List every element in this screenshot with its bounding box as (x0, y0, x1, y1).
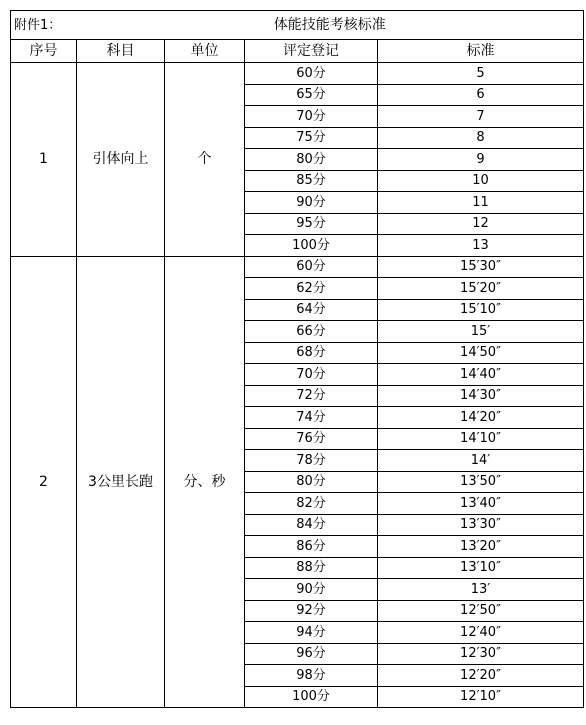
standard-cell: 15′30″ (378, 256, 584, 278)
standard-cell: 15′20″ (378, 278, 584, 300)
grade-cell: 74分 (245, 407, 378, 429)
table-row (11, 256, 584, 278)
standard-cell: 10 (378, 170, 584, 192)
grade-cell: 70分 (245, 364, 378, 386)
grade-cell: 62分 (245, 278, 378, 300)
header-unit: 单位 (165, 40, 245, 63)
grade-cell: 80分 (245, 471, 378, 493)
grade-cell: 75分 (245, 127, 378, 149)
standard-cell: 12′20″ (378, 665, 584, 687)
table-body (11, 11, 584, 708)
standard-cell: 13′20″ (378, 536, 584, 558)
section-number: 1 (11, 63, 77, 257)
grade-cell: 100分 (245, 686, 378, 708)
standard-cell: 13 (378, 235, 584, 257)
standard-cell: 14′50″ (378, 342, 584, 364)
grade-cell: 95分 (245, 213, 378, 235)
header-no: 序号 (11, 40, 77, 63)
standard-cell: 13′50″ (378, 471, 584, 493)
grade-cell: 85分 (245, 170, 378, 192)
standard-cell: 12′50″ (378, 600, 584, 622)
standard-cell: 12 (378, 213, 584, 235)
table-row (11, 63, 584, 85)
section-subject: 3公里长跑 (77, 256, 165, 708)
grade-cell: 96分 (245, 643, 378, 665)
grade-cell: 90分 (245, 579, 378, 601)
grade-cell: 98分 (245, 665, 378, 687)
standard-cell: 13′40″ (378, 493, 584, 515)
standard-cell: 13′30″ (378, 514, 584, 536)
header-subject: 科目 (77, 40, 165, 63)
grade-cell: 72分 (245, 385, 378, 407)
standard-cell: 8 (378, 127, 584, 149)
standard-cell: 9 (378, 149, 584, 171)
standards-table (10, 10, 584, 708)
grade-cell: 94分 (245, 622, 378, 644)
standard-cell: 14′40″ (378, 364, 584, 386)
standard-cell: 14′ (378, 450, 584, 472)
standard-cell: 12′40″ (378, 622, 584, 644)
header-grade: 评定登记 (245, 40, 378, 63)
standard-cell: 13′ (378, 579, 584, 601)
grade-cell: 70分 (245, 106, 378, 128)
standard-cell: 15′10″ (378, 299, 584, 321)
standard-cell: 15′ (378, 321, 584, 343)
attachment-label: 附件1： (11, 11, 77, 40)
section-number: 2 (11, 256, 77, 708)
grade-cell: 84分 (245, 514, 378, 536)
standard-cell: 12′30″ (378, 643, 584, 665)
standard-cell: 7 (378, 106, 584, 128)
table-title: 体能技能考核标准 (77, 11, 584, 40)
grade-cell: 100分 (245, 235, 378, 257)
grade-cell: 66分 (245, 321, 378, 343)
grade-cell: 76分 (245, 428, 378, 450)
standard-cell: 5 (378, 63, 584, 85)
header-row (11, 40, 584, 63)
grade-cell: 68分 (245, 342, 378, 364)
standard-cell: 14′20″ (378, 407, 584, 429)
grade-cell: 92分 (245, 600, 378, 622)
grade-cell: 65分 (245, 84, 378, 106)
standard-cell: 12′10″ (378, 686, 584, 708)
section-unit: 个 (165, 63, 245, 257)
grade-cell: 88分 (245, 557, 378, 579)
grade-cell: 90分 (245, 192, 378, 214)
standard-cell: 14′30″ (378, 385, 584, 407)
standard-cell: 13′10″ (378, 557, 584, 579)
standard-cell: 14′10″ (378, 428, 584, 450)
grade-cell: 64分 (245, 299, 378, 321)
header-standard: 标准 (378, 40, 584, 63)
grade-cell: 60分 (245, 256, 378, 278)
title-row (11, 11, 584, 40)
grade-cell: 82分 (245, 493, 378, 515)
grade-cell: 60分 (245, 63, 378, 85)
standard-cell: 6 (378, 84, 584, 106)
grade-cell: 86分 (245, 536, 378, 558)
section-unit: 分、秒 (165, 256, 245, 708)
standard-cell: 11 (378, 192, 584, 214)
grade-cell: 80分 (245, 149, 378, 171)
grade-cell: 78分 (245, 450, 378, 472)
section-subject: 引体向上 (77, 63, 165, 257)
